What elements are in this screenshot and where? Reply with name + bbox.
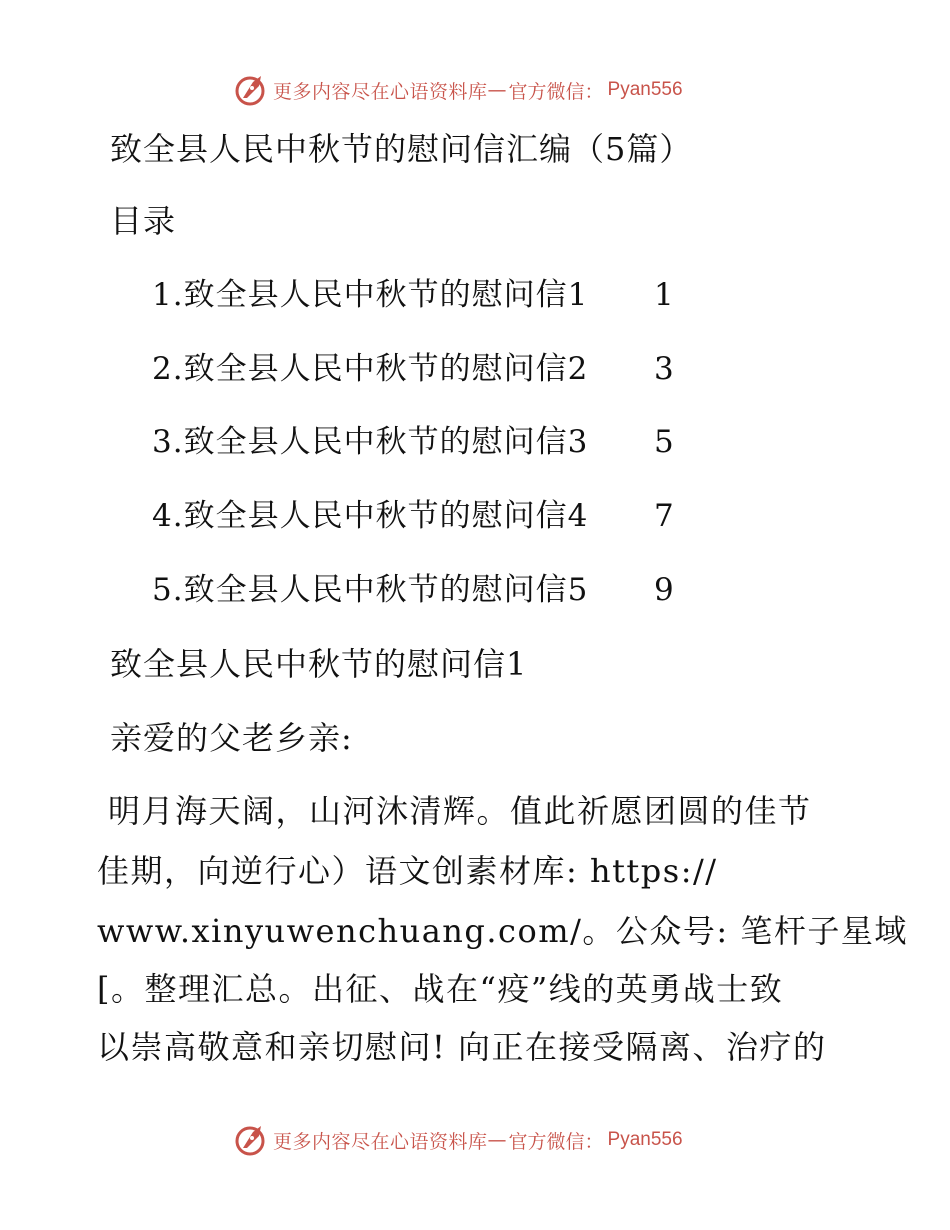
header-banner — [233, 70, 683, 110]
document-title: 致全县人民中秋节的慰问信汇编（5篇） — [110, 130, 693, 168]
toc-entry-page: 3 — [654, 351, 674, 387]
toc-heading: 目录 — [110, 202, 177, 240]
toc-entry-page: 7 — [654, 498, 674, 534]
footer-banner — [233, 1120, 683, 1160]
toc-entry-page: 1 — [654, 277, 674, 313]
wechat-label: 官方微信： — [508, 1130, 604, 1153]
banner-text: 更多内容尽在心语资料库 — [273, 80, 488, 103]
body-line: 明月海天阔，山河沐清辉。值此祈愿团圆的佳节 — [108, 792, 812, 830]
body-line: 以崇高敬意和亲切慰问! 向正在接受隔离、治疗的 — [97, 1028, 827, 1066]
wechat-id: Pyan556 — [607, 1129, 683, 1150]
body-line: [。整理汇总。出征、战在“疫”线的英勇战士致 — [97, 970, 784, 1008]
section-title: 致全县人民中秋节的慰问信1 — [110, 645, 528, 683]
body-line: 佳期，向逆行心）语文创素材库: https:// — [97, 852, 718, 890]
toc-entry-page: 9 — [654, 572, 674, 608]
toc-entry-label: 2.致全县人民中秋节的慰问信2 — [152, 351, 589, 387]
toc-entry-page: 5 — [654, 424, 674, 460]
pen-nib-logo-icon — [233, 72, 269, 108]
wechat-id: Pyan556 — [607, 79, 683, 100]
toc-entry-label: 3.致全县人民中秋节的慰问信3 — [152, 424, 589, 460]
banner-separator: — — [487, 1129, 507, 1151]
banner-text: 更多内容尽在心语资料库 — [273, 1130, 488, 1153]
toc-entry-label: 1.致全县人民中秋节的慰问信1 — [152, 277, 589, 313]
toc-entry-label: 4.致全县人民中秋节的慰问信4 — [152, 498, 589, 534]
pen-nib-logo-icon — [233, 1122, 269, 1158]
banner-separator: — — [487, 79, 507, 101]
wechat-label: 官方微信： — [508, 80, 604, 103]
body-line: www.xinyuwenchuang.com/。公众号: 笔杆子星域 — [97, 912, 908, 950]
salutation: 亲爱的父老乡亲: — [110, 719, 353, 757]
toc-entry-label: 5.致全县人民中秋节的慰问信5 — [152, 572, 589, 608]
